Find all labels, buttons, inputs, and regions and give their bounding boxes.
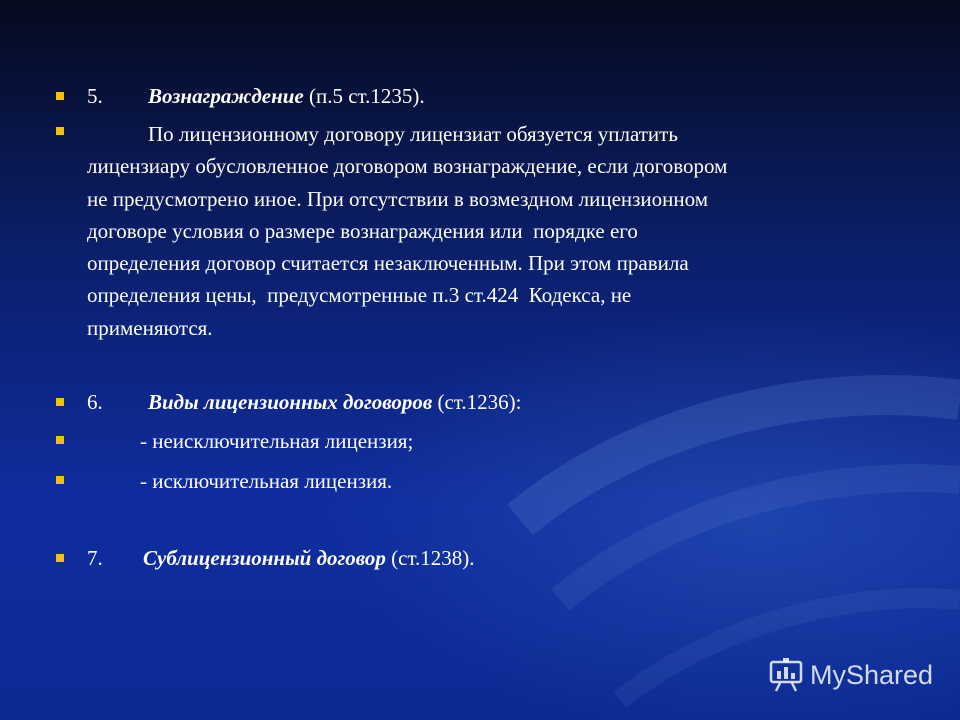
paragraph-line: не предусмотрено иное. При отсутствии в возмездном лицензионном: [87, 186, 709, 211]
item-5-heading: [148, 80, 425, 112]
item-6-ref: (ст.1236):: [432, 390, 522, 414]
paragraph-line: лицензиару обусловленное договором вознаграждение, если договором: [87, 154, 728, 179]
item-6-term: Виды лицензионных договоров: [148, 390, 433, 414]
non-exclusive-license-item: - неисключительная лицензия;: [140, 429, 414, 453]
item-5-term: Вознаграждение: [148, 84, 304, 108]
license-payment-paragraph: [87, 118, 887, 344]
item-7-number: 7.: [87, 546, 103, 570]
bullet-square-icon: [56, 476, 64, 484]
paragraph-line: применяются.: [87, 315, 213, 340]
paragraph-line: определения договор считается незаключенным. При этом правила: [87, 251, 689, 276]
presentation-board-icon: [768, 657, 804, 693]
bullet-square-icon: [56, 398, 64, 406]
bullet-square-icon: [56, 127, 64, 135]
item-6-number: 6.: [87, 390, 103, 414]
bullet-square-icon: [56, 92, 64, 100]
paragraph-line: договоре условия о размере вознаграждения или порядке его: [87, 218, 638, 243]
exclusive-license-item: - исключительная лицензия.: [140, 469, 393, 493]
item-7-ref: (ст.1238).: [385, 546, 475, 570]
item-5-ref: (п.5 ст.1235).: [303, 84, 425, 108]
paragraph-line: определения цены, предусмотренные п.3 ст.424 Кодекса, не: [87, 283, 632, 308]
item-5-number: 5.: [87, 84, 103, 108]
bullet-square-icon: [56, 436, 64, 444]
item-6-heading: [148, 386, 521, 418]
myshared-watermark: [768, 655, 933, 695]
item-7-heading: [143, 542, 475, 574]
paragraph-line: По лицензионному договору лицензиат обязуется уплатить: [148, 122, 678, 146]
bullet-square-icon: [56, 554, 64, 562]
watermark-text: MyShared: [810, 659, 934, 690]
item-7-term: Сублицензионный договор: [143, 546, 386, 570]
